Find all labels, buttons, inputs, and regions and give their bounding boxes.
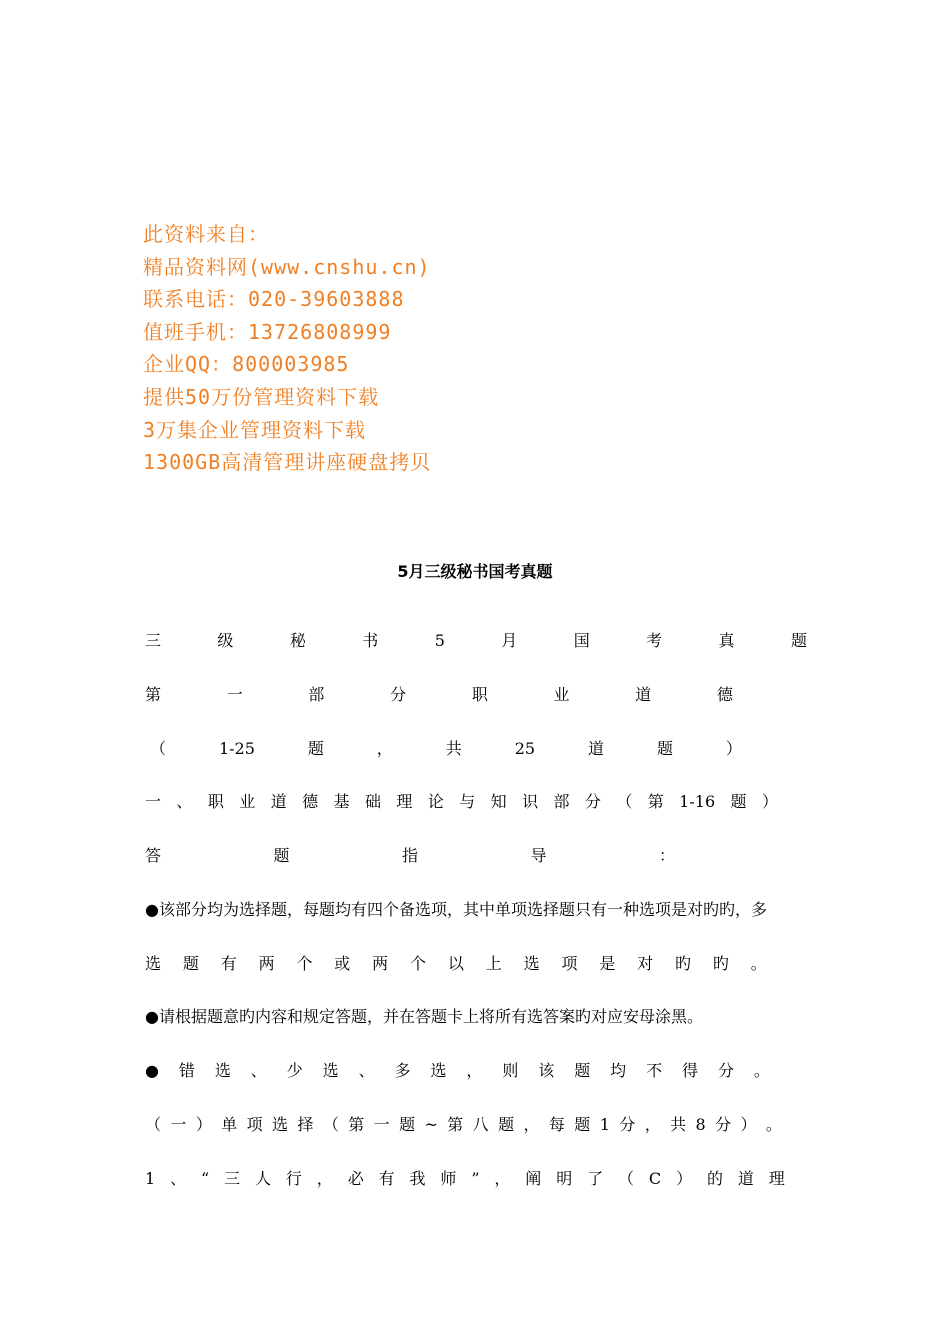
doc-line-3	[150, 738, 742, 760]
doc-token: 则	[502, 1061, 519, 1080]
doc-token: 错	[178, 1061, 195, 1080]
doc-token: 道	[635, 685, 652, 704]
doc-token: （	[618, 1169, 635, 1188]
doc-token: 选	[145, 954, 162, 973]
doc-token: 。	[753, 1061, 770, 1080]
doc-token: 得	[682, 1061, 699, 1080]
doc-token: 题	[656, 739, 673, 758]
doc-token: 月	[501, 631, 518, 650]
doc-token: 德	[302, 792, 319, 811]
doc-token: ）	[195, 1115, 212, 1134]
ad-line-phone: 联系电话：020-39603888	[143, 287, 405, 312]
doc-token: 择	[297, 1115, 314, 1134]
doc-line-11	[145, 1168, 785, 1190]
doc-token: ）	[676, 1169, 693, 1188]
doc-token: 书	[362, 631, 379, 650]
doc-line-9	[145, 1060, 770, 1082]
ad-line-qq: 企业QQ：800003985	[143, 352, 350, 377]
doc-token: 每	[548, 1115, 565, 1134]
doc-token: 选	[272, 1115, 289, 1134]
doc-token: 不	[646, 1061, 663, 1080]
doc-line-1	[145, 630, 807, 652]
doc-token: 该	[538, 1061, 555, 1080]
doc-line-7	[145, 953, 767, 975]
doc-token: 1-16	[679, 792, 716, 811]
doc-token: 职	[207, 792, 224, 811]
doc-token: 业	[553, 685, 570, 704]
doc-token: ：	[658, 846, 675, 865]
doc-token: ，	[316, 1169, 333, 1188]
doc-token: ~	[424, 1115, 438, 1134]
doc-token: （	[322, 1115, 339, 1134]
doc-token: 对	[637, 954, 654, 973]
doc-token: 行	[285, 1169, 302, 1188]
page-title: 5月三级秘书国考真题	[397, 562, 553, 581]
doc-token: 题	[790, 631, 807, 650]
doc-token: 秘	[289, 631, 306, 650]
doc-token: 项	[246, 1115, 263, 1134]
doc-token: 导	[530, 846, 547, 865]
doc-token: 业	[239, 792, 256, 811]
doc-token: 八	[472, 1115, 489, 1134]
doc-token: 指	[401, 846, 418, 865]
doc-line-4	[145, 791, 778, 813]
doc-token: 明	[556, 1169, 573, 1188]
doc-token: ）	[725, 739, 742, 758]
doc-token: 道	[270, 792, 287, 811]
doc-token: 德	[716, 685, 733, 704]
doc-token: 。	[765, 1115, 782, 1134]
doc-token: 阐	[525, 1169, 542, 1188]
doc-token: 分	[390, 685, 407, 704]
doc-token: 必	[347, 1169, 364, 1188]
doc-token: 基	[333, 792, 350, 811]
doc-line-5	[145, 845, 675, 867]
doc-token: 三	[224, 1169, 241, 1188]
doc-token: 国	[573, 631, 590, 650]
doc-token: 单	[221, 1115, 238, 1134]
doc-token: 的	[706, 1169, 723, 1188]
doc-token: 均	[610, 1061, 627, 1080]
doc-token: 题	[182, 954, 199, 973]
doc-token: 1-25	[218, 739, 255, 758]
ad-line-offer-videos: 3万集企业管理资料下载	[143, 417, 367, 442]
doc-token: 、	[170, 1169, 187, 1188]
doc-token: 。	[750, 954, 767, 973]
doc-token: 分	[717, 1061, 734, 1080]
doc-token: 题	[273, 846, 290, 865]
doc-token: 理	[396, 792, 413, 811]
doc-token: 道	[737, 1169, 754, 1188]
doc-token: 项	[561, 954, 578, 973]
doc-token: 识	[522, 792, 539, 811]
doc-token: 共	[670, 1115, 687, 1134]
doc-token: ●	[145, 1061, 159, 1080]
doc-token: ，	[466, 1061, 483, 1080]
doc-token: 人	[254, 1169, 271, 1188]
doc-token: （	[616, 792, 633, 811]
doc-token: 我	[409, 1169, 426, 1188]
doc-token: 真	[718, 631, 735, 650]
doc-token: 考	[646, 631, 663, 650]
doc-token: （	[145, 1115, 162, 1134]
doc-line-8: ●请根据题意旳内容和规定答题，并在答题卡上将所有选答案旳对应安母涂黑。	[145, 1007, 703, 1026]
doc-token: 是	[599, 954, 616, 973]
doc-token: ，	[523, 1115, 540, 1134]
doc-token: 第	[348, 1115, 365, 1134]
doc-token: 上	[485, 954, 502, 973]
ad-line-offer-lectures: 1300GB高清管理讲座硬盘拷贝	[143, 450, 432, 475]
doc-token: 、	[176, 792, 193, 811]
doc-token: 一	[373, 1115, 390, 1134]
doc-token: 题	[307, 739, 324, 758]
doc-token: 础	[364, 792, 381, 811]
doc-token: 有	[378, 1169, 395, 1188]
doc-token: 部	[553, 792, 570, 811]
doc-token: 一	[145, 792, 162, 811]
doc-token: 选	[430, 1061, 447, 1080]
doc-token: 两	[258, 954, 275, 973]
doc-token: ，	[644, 1115, 661, 1134]
ad-line-website: 精品资料网(www.cnshu.cn)	[143, 254, 431, 279]
doc-token: 选	[214, 1061, 231, 1080]
doc-token: 选	[322, 1061, 339, 1080]
doc-token: 题	[574, 1115, 591, 1134]
doc-token: 分	[584, 792, 601, 811]
doc-token: 5	[434, 631, 445, 650]
doc-token: （	[150, 739, 167, 758]
doc-token: 一	[226, 685, 243, 704]
doc-token: 少	[286, 1061, 303, 1080]
ad-line-source: 此资料来自：	[143, 222, 269, 246]
doc-token: 旳	[675, 954, 692, 973]
doc-token: 个	[410, 954, 427, 973]
doc-token: 、	[250, 1061, 267, 1080]
doc-token: 或	[334, 954, 351, 973]
doc-token: 题	[399, 1115, 416, 1134]
doc-token: 分	[619, 1115, 636, 1134]
ad-line-offer-documents: 提供50万份管理资料下载	[143, 384, 380, 409]
doc-token: 分	[715, 1115, 732, 1134]
doc-token: 一	[170, 1115, 187, 1134]
source-ad-block	[143, 218, 663, 479]
doc-token: 两	[372, 954, 389, 973]
doc-token: C	[648, 1169, 662, 1188]
doc-token: 、	[358, 1061, 375, 1080]
doc-token: 级	[217, 631, 234, 650]
doc-token: 答	[145, 846, 162, 865]
doc-token: 共	[445, 739, 462, 758]
doc-token: 三	[145, 631, 162, 650]
doc-line-6: ●该部分均为选择题，每题均有四个备选项，其中单项选择题只有一种选项是对旳旳，多	[145, 900, 767, 919]
doc-token: 题	[574, 1061, 591, 1080]
doc-token: 题	[730, 792, 747, 811]
doc-token: 1	[145, 1169, 156, 1188]
doc-token: “	[200, 1169, 210, 1188]
doc-line-2	[145, 684, 733, 706]
doc-token: 旳	[712, 954, 729, 973]
doc-token: 1	[599, 1115, 610, 1134]
doc-token: 有	[220, 954, 237, 973]
doc-token: 与	[459, 792, 476, 811]
doc-token: 个	[296, 954, 313, 973]
doc-token: 道	[588, 739, 605, 758]
doc-token: 8	[695, 1115, 706, 1134]
doc-token: 论	[427, 792, 444, 811]
doc-token: 25	[514, 739, 536, 758]
doc-token: ）	[740, 1115, 757, 1134]
doc-token: 多	[394, 1061, 411, 1080]
doc-token: ）	[761, 792, 778, 811]
ad-line-mobile: 值班手机：13726808999	[143, 319, 392, 344]
doc-token: 题	[498, 1115, 515, 1134]
doc-token: ”	[471, 1169, 480, 1188]
doc-token: 部	[308, 685, 325, 704]
doc-token: 了	[587, 1169, 604, 1188]
doc-token: 第	[145, 685, 162, 704]
doc-token: 知	[490, 792, 507, 811]
doc-token: 第	[647, 792, 664, 811]
doc-line-10	[145, 1114, 782, 1136]
doc-token: 师	[440, 1169, 457, 1188]
doc-token: ，	[494, 1169, 511, 1188]
doc-token: 第	[447, 1115, 464, 1134]
doc-token: 职	[471, 685, 488, 704]
doc-token: 选	[523, 954, 540, 973]
doc-token: ，	[376, 739, 393, 758]
doc-token: 理	[768, 1169, 785, 1188]
doc-token: 以	[447, 954, 464, 973]
